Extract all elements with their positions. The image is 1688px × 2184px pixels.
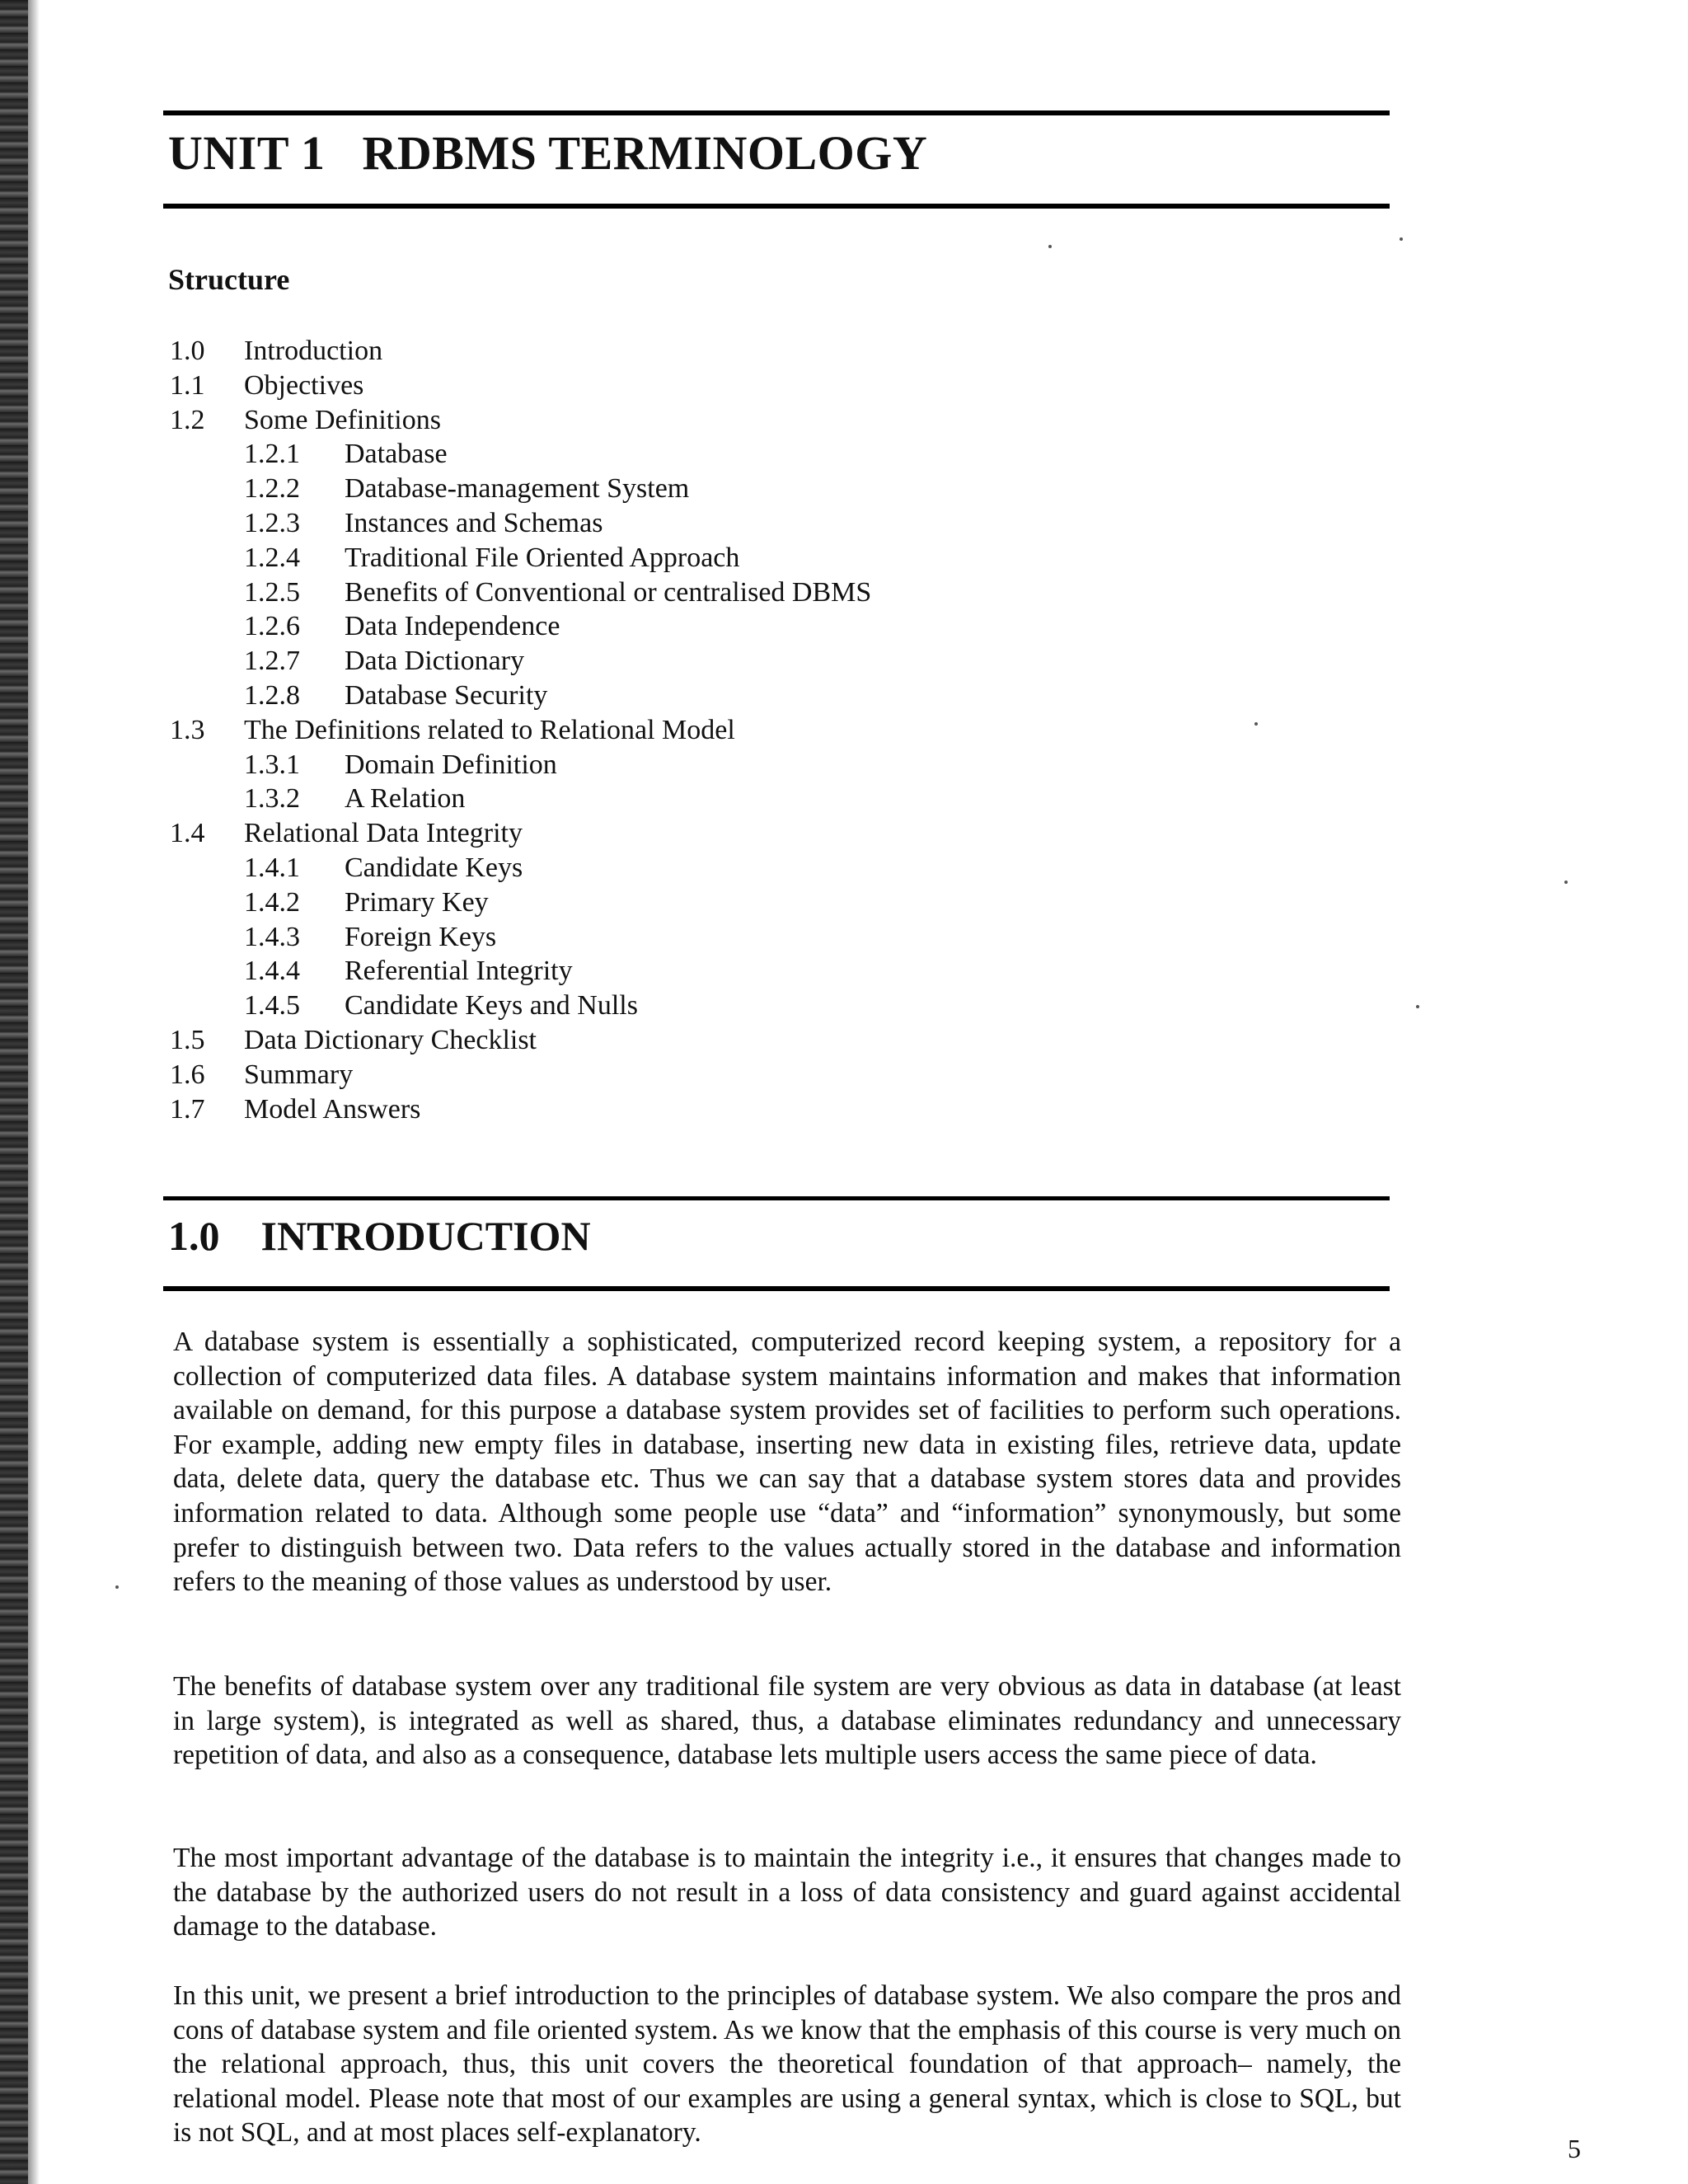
toc-item-label: Foreign Keys [345, 921, 497, 952]
section-heading-introduction: 1.0 INTRODUCTION [168, 1213, 591, 1259]
toc-item-number: 1.4.1 [244, 852, 300, 883]
toc-item-number: 1.4 [170, 818, 205, 849]
toc-subitem [170, 989, 871, 1023]
section-bottom-rule [163, 1286, 1390, 1291]
toc-subitem [170, 506, 871, 541]
toc-item-number: 1.2.6 [244, 611, 300, 642]
scan-speck [1400, 237, 1403, 241]
toc-item-label: Referential Integrity [345, 956, 573, 987]
toc-item [170, 713, 871, 748]
toc-item-label: Database Security [345, 679, 548, 711]
toc-subitem [170, 782, 871, 816]
toc-item-label: Candidate Keys and Nulls [345, 990, 638, 1022]
toc-subitem [170, 679, 871, 713]
toc-subitem [170, 609, 871, 644]
toc-item-label: Data Dictionary Checklist [244, 1024, 537, 1055]
toc-item-label: A Relation [345, 783, 466, 815]
toc-item-number: 1.2.1 [244, 439, 300, 470]
toc-subitem [170, 437, 871, 472]
toc-subitem [170, 920, 871, 955]
toc-item-number: 1.4.3 [244, 921, 300, 952]
toc-item [170, 334, 871, 369]
intro-paragraph-4: In this unit, we present a brief introduction to the principles of database system. We also compare the pros and cons of database system and file oriented system. As we know that the emphasis of this course is very much on the relational approach, thus, this unit covers the theoretical foundation of that approach– namely, the relational model. Please note that most of our examples are using a general syntax, which is close to SQL, but is not SQL, and at most places self-explanatory. [173, 1980, 1401, 2149]
section-top-rule [163, 1196, 1390, 1200]
toc-item-number: 1.1 [170, 369, 205, 401]
toc-item-label: Candidate Keys [345, 852, 523, 883]
toc-item-number: 1.7 [170, 1093, 205, 1125]
toc-item-label: Database-management System [345, 473, 690, 505]
intro-paragraph-3: The most important advantage of the database is to maintain the integrity i.e., it ensures that changes made to the database by the authorized users do not result in a loss of data consistency and guard against accidental damage to the database. [173, 1843, 1401, 1942]
toc-item-label: Domain Definition [345, 749, 557, 780]
toc-item-label: Primary Key [345, 886, 489, 918]
toc-subitem [170, 541, 871, 575]
toc-item-label: Data Dictionary [345, 646, 525, 677]
toc-item-label: Database [345, 439, 448, 470]
toc-item-number: 1.2.2 [244, 473, 300, 505]
toc-item [170, 1092, 871, 1127]
toc-item-number: 1.0 [170, 336, 205, 366]
toc-item [170, 1058, 871, 1092]
toc-item-number: 1.6 [170, 1059, 205, 1090]
toc-item-label: Traditional File Oriented Approach [345, 542, 740, 573]
toc-item-number: 1.4.2 [244, 886, 300, 918]
unit-title: UNIT 1 RDBMS TERMINOLOGY [168, 126, 928, 180]
toc-item [170, 1023, 871, 1058]
toc-item-label: Model Answers [244, 1093, 421, 1125]
toc-item-label: Some Definitions [244, 404, 441, 435]
scanned-binding-edge [0, 0, 28, 2184]
toc-item-number: 1.3.1 [244, 749, 300, 780]
toc-item-number: 1.2.5 [244, 576, 300, 608]
toc-item-label: Introduction [244, 336, 383, 366]
toc-item-label: Data Independence [345, 611, 560, 642]
toc-subitem [170, 644, 871, 679]
toc-item-number: 1.4.4 [244, 956, 300, 987]
toc-item-label: Instances and Schemas [345, 507, 603, 538]
toc-item-number: 1.2.4 [244, 542, 300, 573]
scan-speck [1048, 245, 1052, 248]
toc-item-label: Summary [244, 1059, 354, 1090]
toc-subitem [170, 885, 871, 920]
toc-item-number: 1.2 [170, 404, 205, 435]
toc-item [170, 369, 871, 403]
binding-shadow [28, 0, 40, 2184]
toc-item [170, 403, 871, 438]
structure-list [170, 334, 871, 1126]
scan-speck [115, 1585, 119, 1589]
toc-subitem [170, 748, 871, 782]
scan-speck [1564, 881, 1568, 884]
page-number: 5 [1568, 2134, 1581, 2163]
toc-subitem [170, 472, 871, 506]
toc-item [170, 816, 871, 851]
toc-item-number: 1.2.8 [244, 679, 300, 711]
toc-subitem [170, 575, 871, 610]
toc-item-number: 1.2.3 [244, 507, 300, 538]
toc-item-number: 1.5 [170, 1024, 205, 1055]
scan-speck [1254, 722, 1258, 726]
toc-item-label: Benefits of Conventional or centralised DBMS [345, 576, 872, 608]
toc-subitem [170, 851, 871, 885]
structure-heading: Structure [168, 263, 290, 296]
toc-item-label: Relational Data Integrity [244, 818, 523, 849]
title-top-rule [163, 110, 1390, 115]
toc-item-number: 1.3.2 [244, 783, 300, 815]
toc-item-number: 1.2.7 [244, 646, 300, 677]
title-bottom-rule [163, 204, 1390, 209]
toc-item-label: Objectives [244, 369, 364, 401]
intro-paragraph-2: The benefits of database system over any traditional file system are very obvious as data in database (at least in large system), is integrated as well as shared, thus, a database eliminates redundancy and unnecessary repetition of data, and also as a consequence, database lets multiple users access the same piece of data. [173, 1671, 1401, 1771]
toc-item-number: 1.4.5 [244, 990, 300, 1022]
intro-paragraph-1: A database system is essentially a sophisticated, computerized record keeping system, a repository for a collection of computerized data files. A database system maintains information and makes that information available on demand, for this purpose a database system provides set of facilities to perform such operations. For example, adding new empty files in database, inserting new data in existing files, retrieve data, update data, delete data, query the database etc. Thus we can say that a database system stores data and provides information related to data. Although some people use “data” and “information” synonymously, but some prefer to distinguish between two. Data refers to the values actually stored in the database and information refers to the meaning of those values as understood by user. [173, 1327, 1401, 1598]
toc-item-number: 1.3 [170, 714, 205, 745]
toc-subitem [170, 954, 871, 989]
toc-item-label: The Definitions related to Relational Model [244, 714, 735, 745]
scan-speck [1416, 1005, 1419, 1008]
